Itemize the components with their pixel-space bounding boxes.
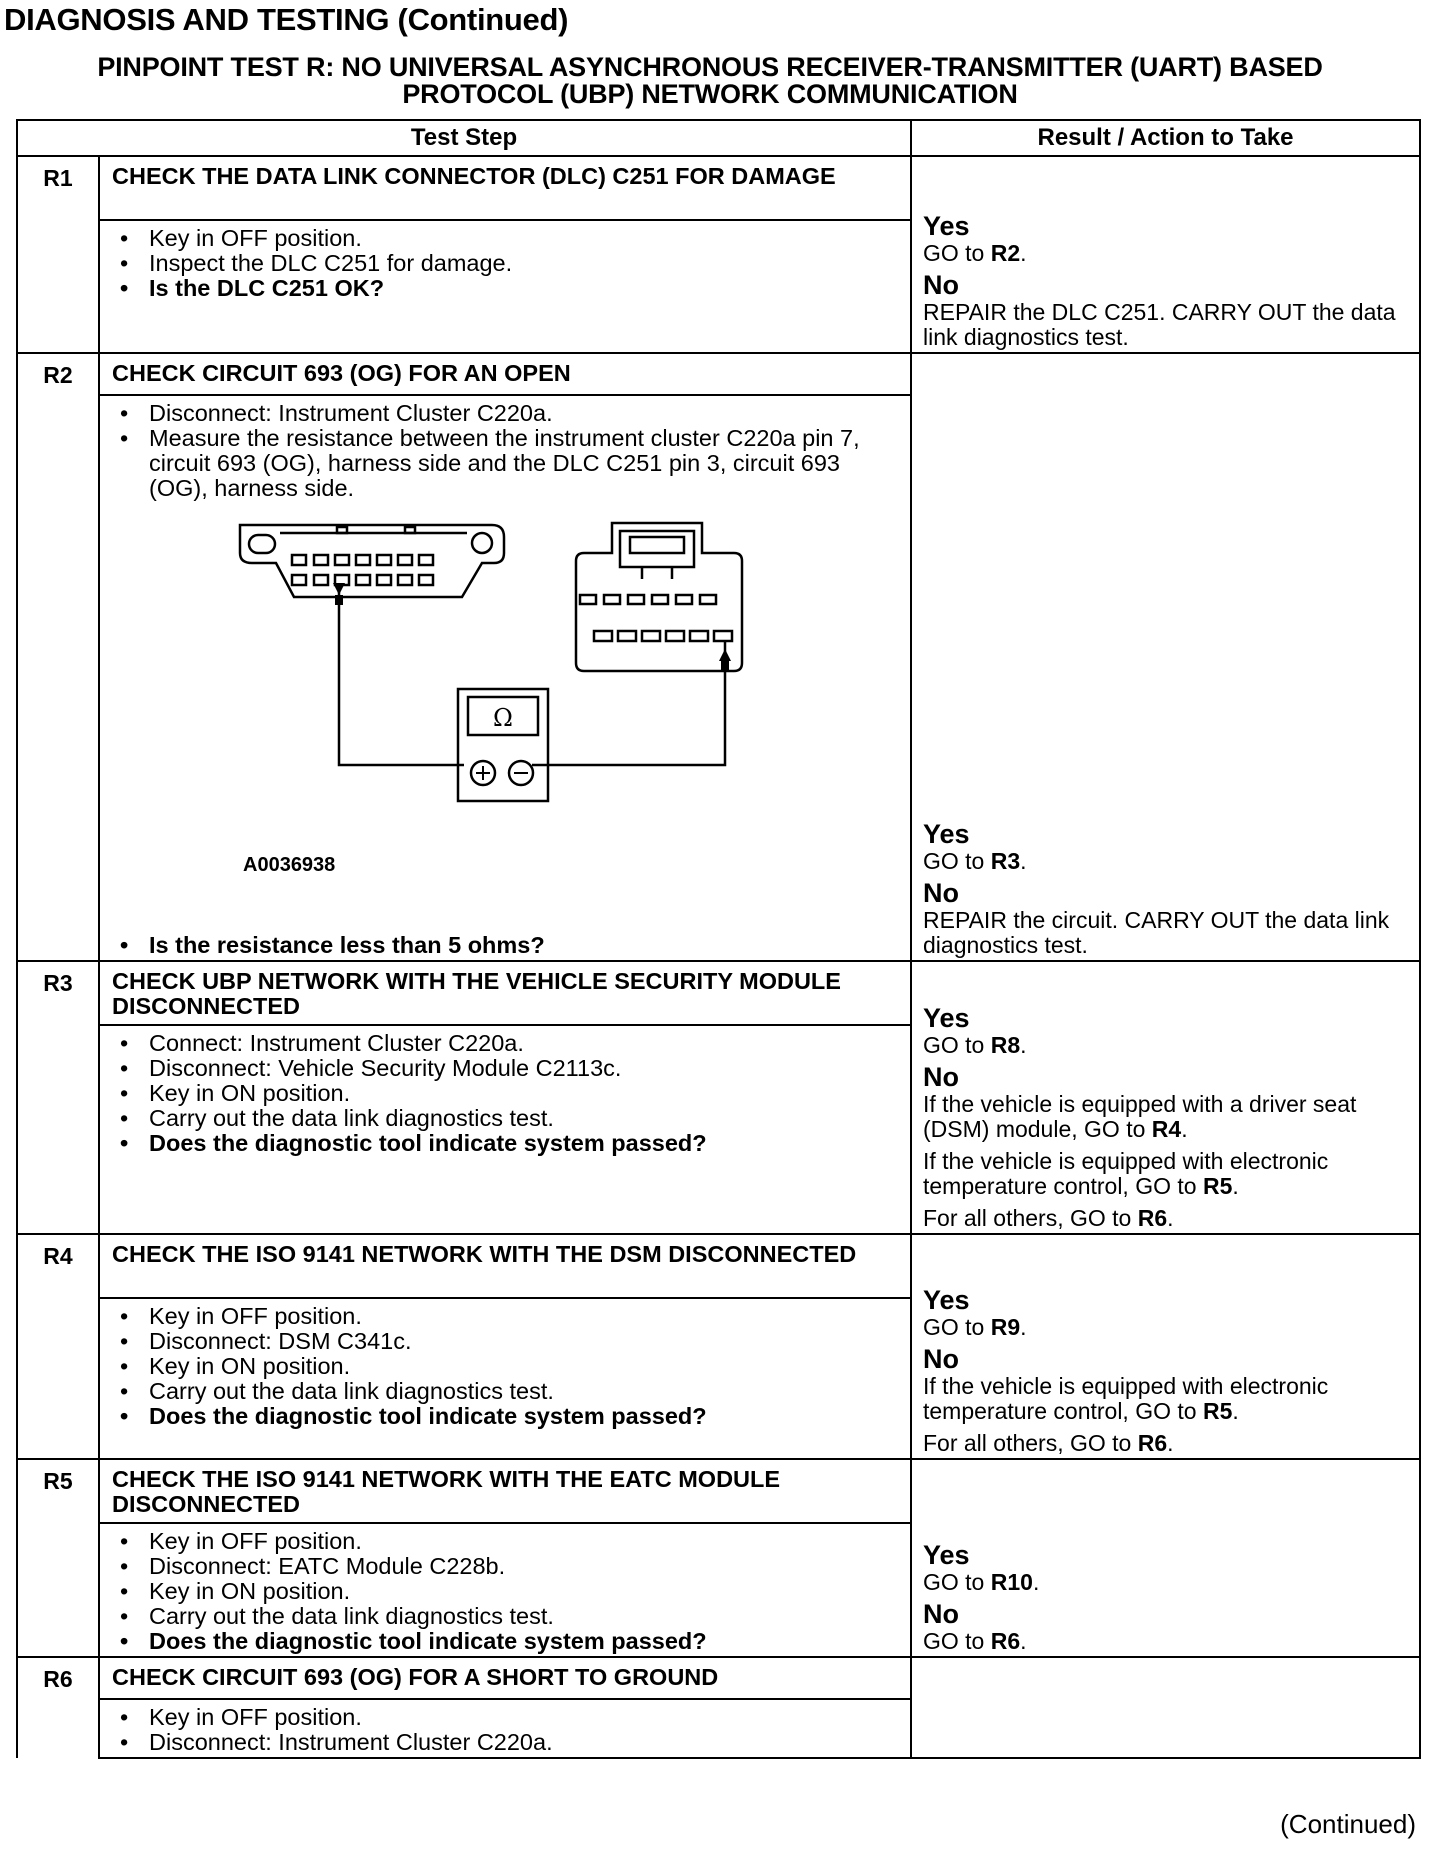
instruction-item: • Disconnect: DSM C341c. xyxy=(112,1329,902,1354)
no-label: No xyxy=(923,1062,959,1092)
action-text: For all others, GO to xyxy=(923,1430,1138,1456)
no-action-line xyxy=(923,1431,1409,1456)
step-reference-link[interactable]: R6 xyxy=(1137,1430,1168,1456)
step-title: CHECK THE ISO 9141 NETWORK WITH THE EATC MODULE DISCONNECTED xyxy=(99,1459,911,1523)
result-column-header: Result / Action to Take xyxy=(911,120,1420,156)
step-result xyxy=(911,961,1420,1234)
instruction-list xyxy=(112,933,902,958)
step-id: R5 xyxy=(17,1459,99,1657)
instruction-item: • Key in ON position. xyxy=(112,1354,902,1379)
instruction-item: • Connect: Instrument Cluster C220a. xyxy=(112,1031,902,1056)
instruction-item: • Key in OFF position. xyxy=(112,226,902,251)
action-text: If the vehicle is equipped with electronic temperature control, GO to xyxy=(923,1373,1329,1424)
wiring-illustration xyxy=(112,513,872,933)
steps-body xyxy=(17,156,1420,1758)
yes-label: Yes xyxy=(923,1540,970,1570)
action-text: GO to xyxy=(923,848,991,874)
test-step-column-header: Test Step xyxy=(17,120,911,156)
no-action-line xyxy=(923,1149,1409,1199)
test-title-line-2: PROTOCOL (UBP) NETWORK COMMUNICATION xyxy=(402,79,1018,109)
step-result xyxy=(911,1234,1420,1459)
figure-id: A0036938 xyxy=(243,854,336,876)
instruction-item: • Key in ON position. xyxy=(112,1081,902,1106)
step-question: • Is the resistance less than 5 ohms? xyxy=(112,933,902,958)
step-question: • Does the diagnostic tool indicate system passed? xyxy=(112,1404,902,1429)
yes-label: Yes xyxy=(923,211,970,241)
step-id: R6 xyxy=(17,1657,99,1758)
action-punctuation: . xyxy=(1020,1032,1027,1058)
test-leads xyxy=(333,583,731,765)
action-text: REPAIR the circuit. CARRY OUT the data link diagnostics test. xyxy=(923,907,1390,958)
step-reference-link[interactable]: R10 xyxy=(990,1569,1033,1595)
instruction-item: • Key in OFF position. xyxy=(112,1529,902,1554)
table-header-row xyxy=(17,120,1420,156)
action-text: GO to xyxy=(923,1628,991,1654)
action-text: GO to xyxy=(923,1032,991,1058)
step-reference-link[interactable]: R6 xyxy=(1137,1205,1168,1231)
yes-action-line xyxy=(923,849,1409,874)
instruction-item: • Disconnect: Instrument Cluster C220a. xyxy=(112,1730,902,1755)
step-question: • Does the diagnostic tool indicate system passed? xyxy=(112,1629,902,1654)
no-action-line xyxy=(923,1629,1409,1654)
instruction-list xyxy=(112,1031,902,1156)
instruction-item: • Disconnect: Instrument Cluster C220a. xyxy=(112,401,902,426)
step-id: R1 xyxy=(17,156,99,353)
step-instructions xyxy=(99,1523,911,1657)
step-title: CHECK CIRCUIT 693 (OG) FOR AN OPEN xyxy=(99,353,911,395)
step-id: R2 xyxy=(17,353,99,961)
resistance-measurement-diagram xyxy=(112,513,872,933)
yes-action-line xyxy=(923,1570,1409,1595)
no-action-line xyxy=(923,1374,1409,1424)
step-instructions xyxy=(99,220,911,353)
step-result xyxy=(911,353,1420,961)
instruction-list xyxy=(112,1304,902,1429)
continued-note: (Continued) xyxy=(1280,1809,1416,1839)
step-instructions xyxy=(99,1298,911,1459)
step-header-row xyxy=(17,1459,1420,1523)
step-result xyxy=(911,1459,1420,1657)
step-question: • Does the diagnostic tool indicate system passed? xyxy=(112,1131,902,1156)
instruction-item: • Carry out the data link diagnostics test. xyxy=(112,1604,902,1629)
no-action-line xyxy=(923,300,1409,350)
instrument-cluster-connector-icon xyxy=(576,523,742,671)
instruction-item: • Carry out the data link diagnostics test. xyxy=(112,1106,902,1131)
instruction-item: • Carry out the data link diagnostics test. xyxy=(112,1379,902,1404)
step-id: R4 xyxy=(17,1234,99,1459)
action-text: For all others, GO to xyxy=(923,1205,1138,1231)
step-reference-link[interactable]: R6 xyxy=(990,1628,1021,1654)
action-punctuation: . xyxy=(1181,1116,1188,1142)
step-title: CHECK THE ISO 9141 NETWORK WITH THE DSM DISCONNECTED xyxy=(99,1234,911,1298)
yes-action-line xyxy=(923,1033,1409,1058)
action-punctuation: . xyxy=(1020,240,1027,266)
ohm-symbol: Ω xyxy=(493,704,513,732)
action-punctuation: . xyxy=(1032,1569,1040,1595)
step-instructions xyxy=(99,1025,911,1234)
no-label: No xyxy=(923,270,959,300)
no-label: No xyxy=(923,1599,959,1629)
step-question: • Is the DLC C251 OK? xyxy=(112,276,902,301)
instruction-item: • Key in ON position. xyxy=(112,1579,902,1604)
yes-action-line xyxy=(923,1315,1409,1340)
instruction-list xyxy=(112,401,902,501)
no-label: No xyxy=(923,878,959,908)
step-title: CHECK UBP NETWORK WITH THE VEHICLE SECURITY MODULE DISCONNECTED xyxy=(99,961,911,1025)
pinpoint-test-title xyxy=(60,54,1360,108)
ohmmeter-icon xyxy=(458,689,548,801)
step-title: CHECK THE DATA LINK CONNECTOR (DLC) C251 FOR DAMAGE xyxy=(99,156,911,220)
step-instructions xyxy=(99,395,911,961)
step-header-row xyxy=(17,961,1420,1025)
instruction-list xyxy=(112,1529,902,1654)
yes-label: Yes xyxy=(923,1003,970,1033)
no-label: No xyxy=(923,1344,959,1374)
action-punctuation: . xyxy=(1232,1173,1239,1199)
step-reference-link[interactable]: R5 xyxy=(1202,1398,1233,1424)
instruction-item: • Disconnect: EATC Module C228b. xyxy=(112,1554,902,1579)
pinpoint-test-table xyxy=(16,119,1421,1759)
action-text: GO to xyxy=(923,240,991,266)
action-text: GO to xyxy=(923,1569,991,1595)
instruction-item: • Key in OFF position. xyxy=(112,1304,902,1329)
action-text: If the vehicle is equipped with a driver seat (DSM) module, GO to xyxy=(923,1091,1357,1142)
action-punctuation: . xyxy=(1020,1628,1027,1654)
step-result xyxy=(911,1657,1420,1758)
step-header-row xyxy=(17,1234,1420,1298)
step-id: R3 xyxy=(17,961,99,1234)
step-reference-link[interactable]: R2 xyxy=(990,240,1021,266)
instruction-list xyxy=(112,1705,902,1755)
yes-action-line xyxy=(923,241,1409,266)
step-header-row xyxy=(17,156,1420,220)
action-text: GO to xyxy=(923,1314,991,1340)
step-title: CHECK CIRCUIT 693 (OG) FOR A SHORT TO GROUND xyxy=(99,1657,911,1699)
step-header-row xyxy=(17,1657,1420,1699)
dlc-connector-icon xyxy=(240,525,504,597)
step-reference-link[interactable]: R8 xyxy=(990,1032,1021,1058)
instruction-item: • Key in OFF position. xyxy=(112,1705,902,1730)
instruction-item: • Measure the resistance between the instrument cluster C220a pin 7, circuit 693 (OG), harness side and the DLC C251 pin 3, circuit 693 (OG), harness side. xyxy=(112,426,902,501)
instruction-item: • Inspect the DLC C251 for damage. xyxy=(112,251,902,276)
step-reference-link[interactable]: R4 xyxy=(1151,1116,1182,1142)
action-punctuation: . xyxy=(1232,1398,1239,1424)
yes-label: Yes xyxy=(923,819,970,849)
action-text: REPAIR the DLC C251. CARRY OUT the data link diagnostics test. xyxy=(923,299,1396,350)
step-reference-link[interactable]: R5 xyxy=(1202,1173,1233,1199)
step-header-row xyxy=(17,353,1420,395)
step-instructions xyxy=(99,1699,911,1758)
instruction-list xyxy=(112,226,902,301)
action-punctuation: . xyxy=(1020,848,1027,874)
action-text: If the vehicle is equipped with electronic temperature control, GO to xyxy=(923,1148,1329,1199)
action-punctuation: . xyxy=(1020,1314,1027,1340)
action-punctuation: . xyxy=(1167,1430,1174,1456)
no-action-line xyxy=(923,1092,1409,1142)
step-reference-link[interactable]: R3 xyxy=(990,848,1021,874)
yes-label: Yes xyxy=(923,1285,970,1315)
instruction-item: • Disconnect: Vehicle Security Module C2113c. xyxy=(112,1056,902,1081)
no-action-line xyxy=(923,1206,1409,1231)
action-punctuation: . xyxy=(1167,1205,1174,1231)
step-result xyxy=(911,156,1420,353)
no-action-line xyxy=(923,908,1409,958)
page-title: DIAGNOSIS AND TESTING (Continued) xyxy=(4,2,569,37)
test-title-line-1: PINPOINT TEST R: NO UNIVERSAL ASYNCHRONOUS RECEIVER-TRANSMITTER (UART) BASED xyxy=(97,52,1323,82)
step-reference-link[interactable]: R9 xyxy=(990,1314,1021,1340)
